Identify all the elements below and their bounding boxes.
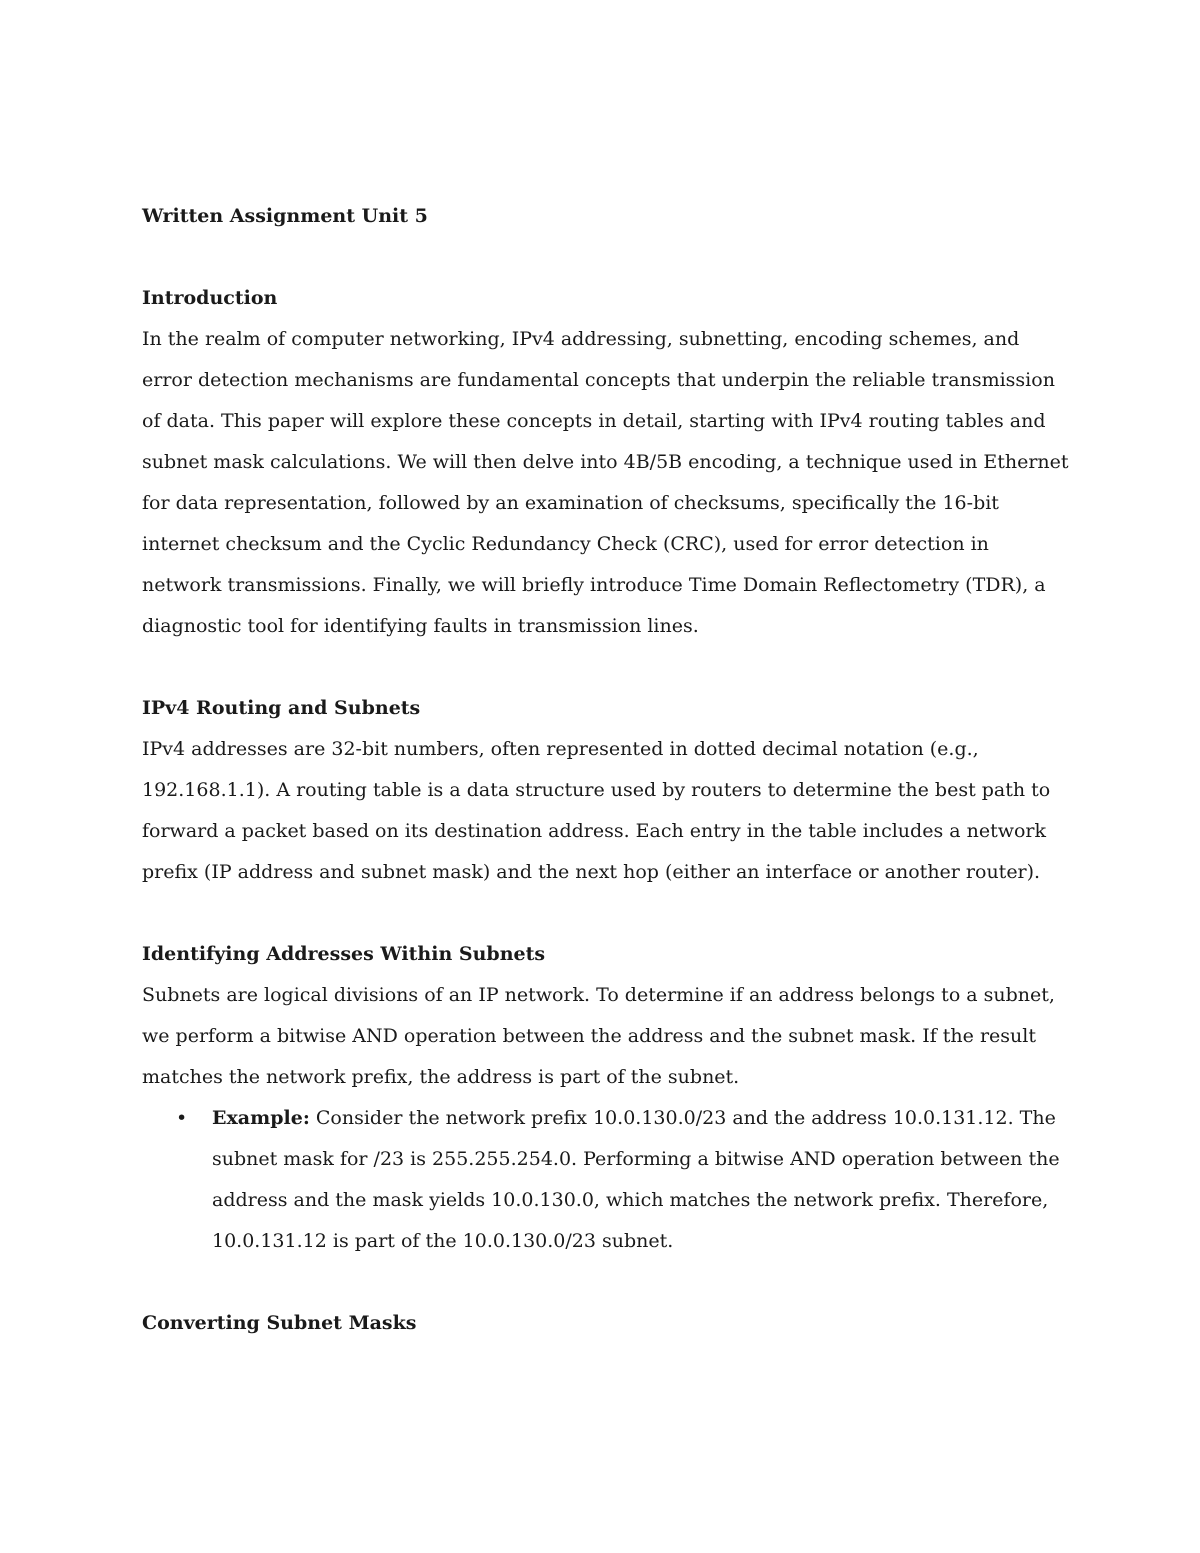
document-title: Written Assignment Unit 5 xyxy=(142,205,428,227)
example-text: Consider the network prefix 10.0.130.0/23 and the address 10.0.131.12. The subnet mask for /23 is 255.255.254.0. Performing a bitwise AND operation between the address and the mask yields 10.0.130.0, which matches the network prefix. Therefore, 10.0.131.12 is part of the 10.0.130.0/23 subnet. xyxy=(212,1107,1060,1252)
section-introduction xyxy=(142,278,1072,647)
section-heading: Identifying Addresses Within Subnets xyxy=(142,943,546,965)
section-converting-subnet-masks xyxy=(142,1303,1072,1344)
section-paragraph: In the realm of computer networking, IPv4 addressing, subnetting, encoding schemes, and error detection mechanisms are fundamental concepts that underpin the reliable transmission of data. This paper will explore these concepts in detail, starting with IPv4 routing tables and subnet mask calculations. We will then delve into 4B/5B encoding, a technique used in Ethernet for data representation, followed by an examination of checksums, specifically the 16-bit internet checksum and the Cyclic Redundancy Check (CRC), used for error detection in network transmissions. Finally, we will briefly introduce Time Domain Reflectometry (TDR), a diagnostic tool for identifying faults in transmission lines. xyxy=(142,328,1069,637)
section-heading: Converting Subnet Masks xyxy=(142,1312,417,1334)
document-page xyxy=(142,196,1072,1385)
example-list xyxy=(142,1098,1072,1262)
example-label: Example: xyxy=(212,1107,310,1129)
bullet-icon: • xyxy=(176,1107,188,1129)
section-heading: IPv4 Routing and Subnets xyxy=(142,697,421,719)
list-item xyxy=(142,1098,1072,1262)
section-heading: Introduction xyxy=(142,287,278,309)
section-paragraph: Subnets are logical divisions of an IP network. To determine if an address belongs to a subnet, we perform a bitwise AND operation between the address and the subnet mask. If the result matches the network prefix, the address is part of the subnet. xyxy=(142,984,1055,1088)
section-paragraph: IPv4 addresses are 32-bit numbers, often represented in dotted decimal notation (e.g., 192.168.1.1). A routing table is a data structure used by routers to determine the best path to forward a packet based on its destination address. Each entry in the table includes a network prefix (IP address and subnet mask) and the next hop (either an interface or another router). xyxy=(142,738,1051,883)
section-ipv4-routing xyxy=(142,688,1072,893)
section-identifying-addresses xyxy=(142,934,1072,1262)
